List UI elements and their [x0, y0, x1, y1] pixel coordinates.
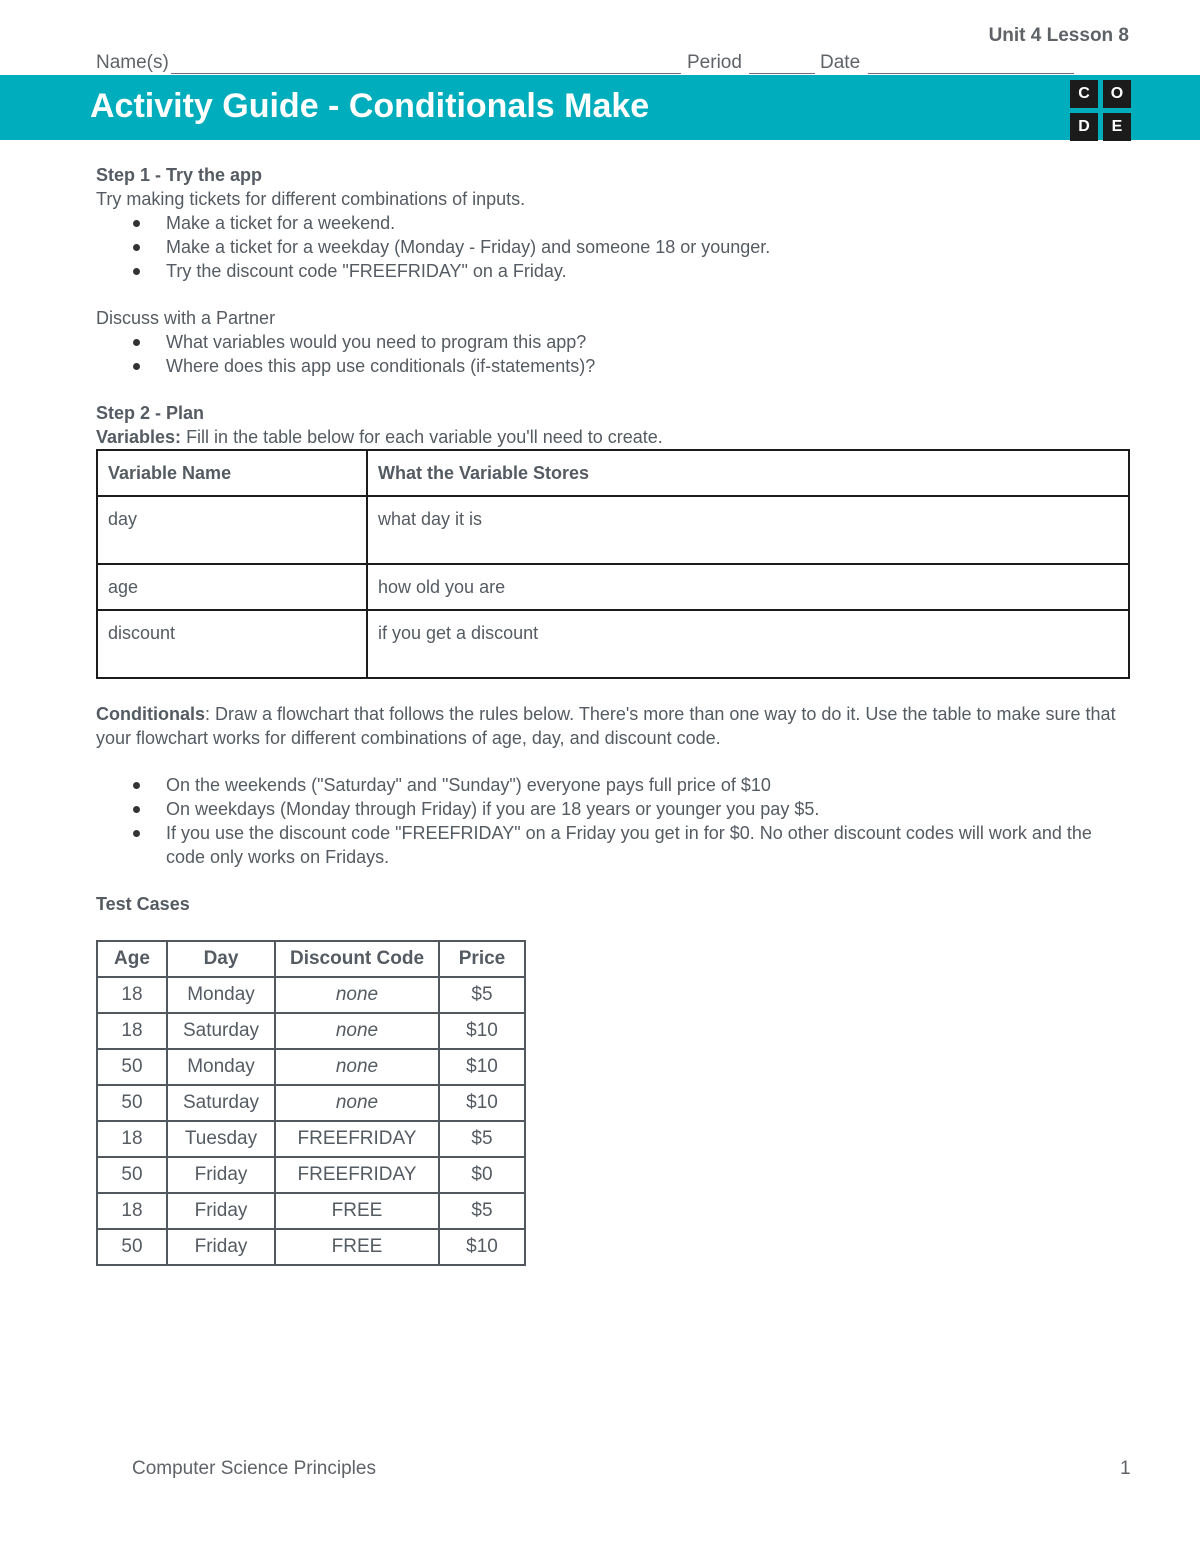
- table-row: [97, 1049, 525, 1085]
- discuss-label: Discuss with a Partner: [96, 308, 276, 328]
- table-header-row: [97, 941, 525, 977]
- table-cell: none: [275, 1085, 439, 1121]
- list-item: On the weekends ("Saturday" and "Sunday") everyone pays full price of $10: [96, 773, 1130, 797]
- table-cell: none: [275, 977, 439, 1013]
- step1-heading: Step 1 - Try the app: [96, 165, 263, 185]
- table-cell[interactable]: what day it is: [367, 496, 1129, 564]
- table-cell: Monday: [167, 1049, 275, 1085]
- table-cell: Tuesday: [167, 1121, 275, 1157]
- table-cell[interactable]: how old you are: [367, 564, 1129, 610]
- table-cell: 50: [97, 1049, 167, 1085]
- table-cell: FREEFRIDAY: [275, 1157, 439, 1193]
- table-cell[interactable]: discount: [97, 610, 367, 678]
- list-item: Make a ticket for a weekend.: [96, 211, 1130, 235]
- table-cell: $10: [439, 1049, 525, 1085]
- table-cell: none: [275, 1049, 439, 1085]
- table-cell: $5: [439, 977, 525, 1013]
- table-header-row: [97, 450, 1129, 496]
- table-cell: 50: [97, 1229, 167, 1265]
- logo-letter: E: [1103, 113, 1131, 141]
- variables-table: [96, 449, 1130, 679]
- table-row: [97, 1193, 525, 1229]
- table-cell: Friday: [167, 1229, 275, 1265]
- rules-bullet-list: [96, 773, 1130, 869]
- table-cell: $0: [439, 1157, 525, 1193]
- list-item: If you use the discount code "FREEFRIDAY" on a Friday you get in for $0. No other discount codes will work and the code only works on Fridays.: [96, 821, 1130, 869]
- discuss-bullet-list: [96, 330, 1130, 378]
- variables-text: Fill in the table below for each variable you'll need to create.: [181, 427, 663, 447]
- table-cell: $10: [439, 1085, 525, 1121]
- table-cell: FREE: [275, 1193, 439, 1229]
- list-item: On weekdays (Monday through Friday) if you are 18 years or younger you pay $5.: [96, 797, 1130, 821]
- table-cell: 18: [97, 1193, 167, 1229]
- column-header: Day: [167, 941, 275, 977]
- table-cell: 18: [97, 977, 167, 1013]
- table-row: [97, 1085, 525, 1121]
- table-cell: 18: [97, 1013, 167, 1049]
- list-item: Where does this app use conditionals (if-statements)?: [96, 354, 1130, 378]
- page-title: Activity Guide - Conditionals Make: [90, 87, 650, 125]
- date-label: Date: [820, 52, 861, 73]
- name-label: Name(s): [96, 52, 169, 73]
- list-item: Make a ticket for a weekday (Monday - Friday) and someone 18 or younger.: [96, 235, 1130, 259]
- table-row: [97, 1229, 525, 1265]
- table-cell: $10: [439, 1229, 525, 1265]
- logo-letter: O: [1103, 80, 1131, 108]
- table-cell: Saturday: [167, 1013, 275, 1049]
- table-row: [97, 1157, 525, 1193]
- footer-course: Computer Science Principles: [132, 1458, 376, 1479]
- column-header: Price: [439, 941, 525, 977]
- test-cases-table: [96, 940, 526, 1266]
- table-cell: Saturday: [167, 1085, 275, 1121]
- logo-letter: D: [1070, 113, 1098, 141]
- table-row: [97, 1121, 525, 1157]
- table-cell: 50: [97, 1085, 167, 1121]
- table-row: [97, 496, 1129, 564]
- table-cell: FREE: [275, 1229, 439, 1265]
- table-cell: $10: [439, 1013, 525, 1049]
- test-cases-heading: Test Cases: [96, 894, 190, 914]
- conditionals-label: Conditionals: [96, 704, 205, 724]
- table-row: [97, 1013, 525, 1049]
- step2-heading: Step 2 - Plan: [96, 403, 205, 423]
- title-banner: [0, 75, 1200, 140]
- table-cell: 18: [97, 1121, 167, 1157]
- table-cell: 50: [97, 1157, 167, 1193]
- list-item: What variables would you need to program this app?: [96, 330, 1130, 354]
- conditionals-text: : Draw a flowchart that follows the rules below. There's more than one way to do it. Use the table to make sure that your flowchart works for different combinations of age, day, and discount code.: [96, 704, 1116, 748]
- table-cell[interactable]: age: [97, 564, 367, 610]
- column-header: What the Variable Stores: [367, 450, 1129, 496]
- page-number: 1: [1120, 1458, 1131, 1479]
- table-cell[interactable]: day: [97, 496, 367, 564]
- table-cell: Friday: [167, 1193, 275, 1229]
- period-field[interactable]: [749, 73, 815, 74]
- logo-letter: C: [1070, 80, 1098, 108]
- table-cell: Monday: [167, 977, 275, 1013]
- step1-bullet-list: [96, 211, 1130, 283]
- table-cell: $5: [439, 1193, 525, 1229]
- document-body: [96, 163, 1130, 1266]
- table-row: [97, 610, 1129, 678]
- table-row: [97, 977, 525, 1013]
- code-logo: [1070, 80, 1132, 142]
- table-cell: $5: [439, 1121, 525, 1157]
- column-header: Discount Code: [275, 941, 439, 977]
- table-cell: FREEFRIDAY: [275, 1121, 439, 1157]
- conditionals-instruction: [96, 702, 1130, 750]
- unit-lesson-label: Unit 4 Lesson 8: [988, 25, 1129, 46]
- variables-label: Variables:: [96, 427, 182, 447]
- table-row: [97, 564, 1129, 610]
- date-field[interactable]: [868, 73, 1074, 74]
- table-cell: none: [275, 1013, 439, 1049]
- table-cell: Friday: [167, 1157, 275, 1193]
- name-field[interactable]: [171, 73, 681, 74]
- period-label: Period: [687, 52, 742, 73]
- step1-intro: Try making tickets for different combinations of inputs.: [96, 189, 526, 209]
- name-period-date-line: [96, 52, 1074, 76]
- list-item: Try the discount code "FREEFRIDAY" on a Friday.: [96, 259, 1130, 283]
- table-cell[interactable]: if you get a discount: [367, 610, 1129, 678]
- column-header: Variable Name: [97, 450, 367, 496]
- variables-instruction: [96, 425, 1130, 449]
- column-header: Age: [97, 941, 167, 977]
